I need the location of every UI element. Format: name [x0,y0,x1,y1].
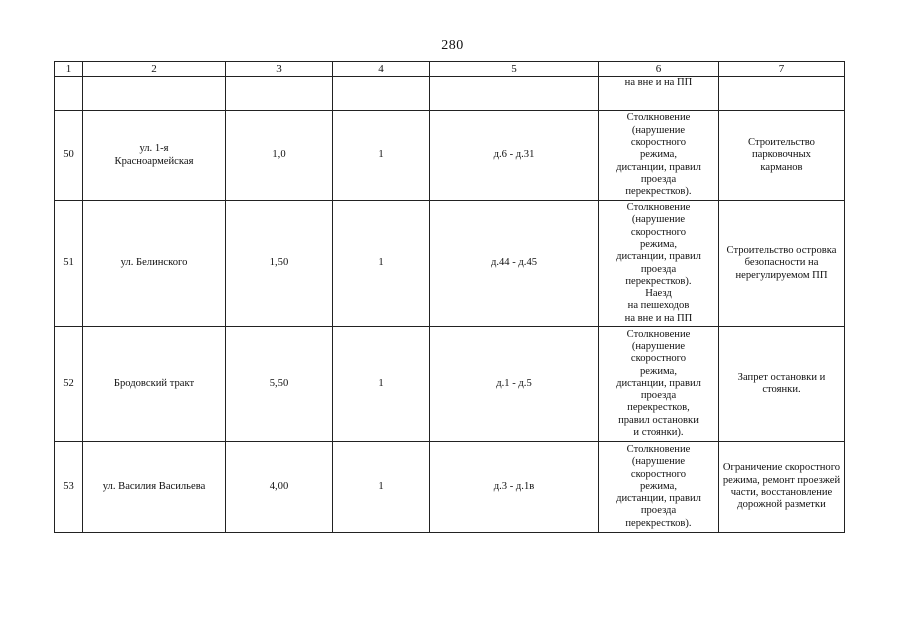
cell-section: д.6 - д.31 [430,111,599,201]
text-line: проезда [640,173,677,185]
column-header-5: 5 [430,62,599,77]
cell-street [83,327,226,442]
text-line: ул. 1-я [139,143,169,155]
cell-num: 51 [55,201,83,327]
cell-section: д.44 - д.45 [430,201,599,327]
text-line: безопасности на [744,257,819,269]
cell-street [83,201,226,327]
text-line: Столкновение [626,443,691,455]
text-line: нерегулируемом ПП [735,269,828,281]
text-line: перекрестков). [625,517,692,529]
text-line: дистанции, правил [616,161,701,173]
column-header-2: 2 [83,62,226,77]
text-line: Запрет остановки и стоянки. [737,371,826,395]
text-line: перекрестков). [625,275,692,287]
text-line: на вне и на ПП [624,312,693,324]
cell-section: д.1 - д.5 [430,327,599,442]
cell-accident-continuation [599,77,719,111]
cell-num: 53 [55,442,83,533]
cell-num: 50 [55,111,83,201]
text-line: ул. Белинского [120,257,188,269]
text-line: проезда [640,390,677,402]
text-line: перекрестков, [627,402,690,414]
cell-accident [599,442,719,533]
cell-measure [719,111,845,201]
text-line: режима, [640,149,677,161]
text-line: перекрестков). [625,186,692,198]
text-line: Строительство парковочных [748,137,815,161]
text-line: Красноармейская [114,155,194,167]
cell-accident [599,327,719,442]
table-row [55,201,845,327]
cell-accident [599,201,719,327]
text-line: скоростного [630,226,687,238]
text-line: Ограничение скоростного [722,462,841,474]
cell-count: 1 [333,111,430,201]
cell-accident [599,111,719,201]
cell-length: 4,00 [226,442,333,533]
column-header-3: 3 [226,62,333,77]
text-line: правил остановки [618,414,699,426]
text-line: Столкновение [626,112,691,124]
text-line: проезда [640,263,677,275]
cell-count: 1 [333,201,430,327]
cell-length: 1,50 [226,201,333,327]
text-line: (нарушение [631,124,686,136]
cell-measure [719,201,845,327]
cell-section: д.3 - д.1в [430,442,599,533]
cell-measure [719,442,845,533]
text-line: (нарушение [631,340,686,352]
text-line: Столкновение [626,202,691,214]
cell-length [226,77,333,111]
text-line: дистанции, правил [616,493,701,505]
column-header-1: 1 [55,62,83,77]
cell-street [83,77,226,111]
text-line: Строительство островка [726,245,837,257]
text-line: карманов [760,161,803,173]
page-number: 280 [441,38,464,53]
column-header-6: 6 [599,62,719,77]
text-line: Столкновение [626,328,691,340]
cell-count [333,77,430,111]
column-number-header-row [55,62,845,77]
text-line: режима, ремонт проезжей [722,474,841,486]
column-header-7: 7 [719,62,845,77]
text-line: (нарушение [631,456,686,468]
text-line: дистанции, правил [616,377,701,389]
data-table [54,61,845,533]
text-line: и стоянки). [633,427,684,439]
continuation-row [55,77,845,111]
cell-num [55,77,83,111]
text-line: ул. Василия Васильева [102,480,206,492]
text-line: Бродовский тракт [113,377,195,389]
text-line: режима, [640,238,677,250]
text-line: на вне и на ПП [624,77,693,88]
table-row [55,442,845,533]
text-line: режима, [640,365,677,377]
text-line: (нарушение [631,214,686,226]
cell-num: 52 [55,327,83,442]
text-line: скоростного [630,468,687,480]
text-line: на пешеходов [627,300,690,312]
cell-measure [719,77,845,111]
text-line: скоростного [630,353,687,365]
column-header-4: 4 [333,62,430,77]
cell-measure [719,327,845,442]
cell-count: 1 [333,442,430,533]
text-line: Наезд [645,288,672,300]
cell-section [430,77,599,111]
text-line: скоростного [630,137,687,149]
cell-street [83,111,226,201]
cell-length: 1,0 [226,111,333,201]
table-row [55,111,845,201]
text-line: дорожной разметки [737,499,826,511]
table-row [55,327,845,442]
text-line: части, восстановление [730,487,833,498]
cell-count: 1 [333,327,430,442]
text-line: дистанции, правил [616,251,701,263]
cell-length: 5,50 [226,327,333,442]
text-line: проезда [640,505,677,517]
text-line: режима, [640,480,677,492]
cell-street [83,442,226,533]
